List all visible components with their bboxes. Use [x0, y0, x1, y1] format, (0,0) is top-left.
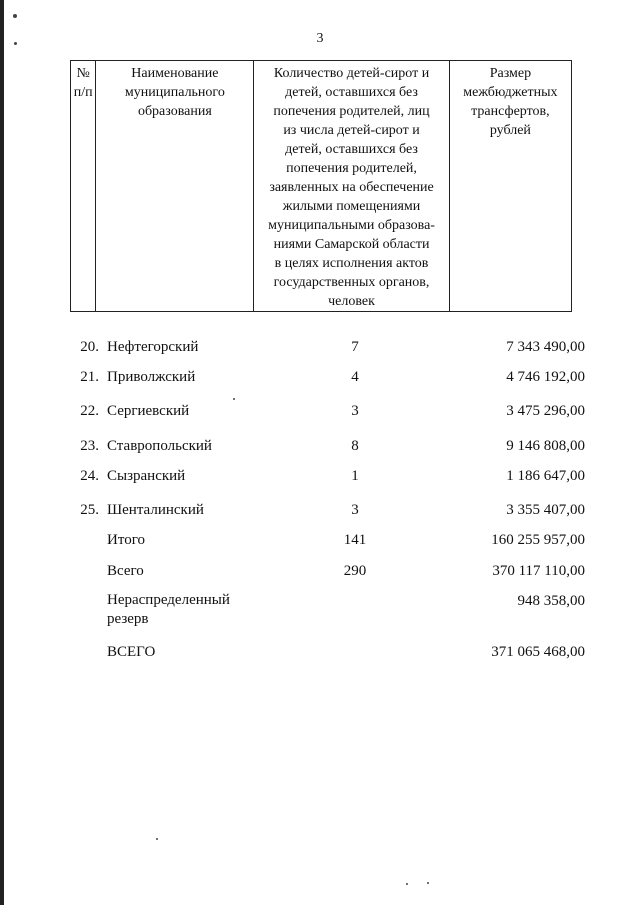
- row-amount: 3 475 296,00: [506, 403, 585, 419]
- row-amount: 9 146 808,00: [506, 438, 585, 454]
- itogo-row: [0, 530, 640, 552]
- row-count: 7: [351, 339, 359, 355]
- header-col-amount: [449, 61, 571, 312]
- table-row: [0, 401, 640, 423]
- grand-total-row: [0, 642, 640, 664]
- row-name: Шенталинский: [107, 502, 204, 518]
- table-row: [0, 500, 640, 522]
- row-number: 23.: [80, 438, 99, 454]
- row-number: 21.: [80, 369, 99, 385]
- scan-speck: [13, 14, 17, 18]
- vsego-label: Всего: [107, 563, 144, 579]
- row-name: Нефтегорский: [107, 339, 199, 355]
- row-amount: 1 186 647,00: [506, 468, 585, 484]
- header-col-count-label: Количество детей-сирот и детей, оставшихся без попечения родителей, лиц из числа детей-сирот и детей, оставшихся без попечения родителей, заявленных на обеспечение жилыми помещениями муниципальными образова- ниями Самарской области в целях исполнения актов государственных органов, человек: [268, 66, 435, 309]
- row-amount: 4 746 192,00: [506, 369, 585, 385]
- table-row: [0, 367, 640, 389]
- row-count: 1: [351, 468, 359, 484]
- row-number: 24.: [80, 468, 99, 484]
- vsego-amount: 370 117 110,00: [492, 563, 585, 579]
- row-name: Приволжский: [107, 369, 196, 385]
- table-row: [0, 466, 640, 488]
- header-col-name: [96, 61, 254, 312]
- table-header: [70, 60, 572, 312]
- row-name: Сергиевский: [107, 403, 190, 419]
- scan-speck: [427, 882, 429, 884]
- scan-speck: [406, 883, 408, 885]
- reserve-row: [0, 591, 640, 633]
- reserve-label: Нераспределенный резерв: [107, 592, 230, 627]
- row-name: Ставропольский: [107, 438, 212, 454]
- header-col-number: [71, 61, 96, 312]
- row-count: 3: [351, 502, 359, 518]
- itogo-label: Итого: [107, 532, 145, 548]
- page-number: 3: [316, 31, 324, 46]
- scan-speck: [156, 838, 158, 840]
- header-col-name-label: Наименование муниципального образования: [124, 66, 225, 119]
- row-count: 4: [351, 369, 359, 385]
- row-amount: 3 355 407,00: [506, 502, 585, 518]
- itogo-amount: 160 255 957,00: [491, 532, 585, 548]
- row-number: 20.: [80, 339, 99, 355]
- header-col-count: [254, 61, 450, 312]
- grand-total-amount: 371 065 468,00: [491, 644, 585, 660]
- header-col-amount-label: Размер межбюджетных трансфертов, рублей: [463, 66, 558, 138]
- row-number: 25.: [80, 502, 99, 518]
- grand-total-label: ВСЕГО: [107, 644, 156, 660]
- vsego-row: [0, 561, 640, 583]
- row-amount: 7 343 490,00: [506, 339, 585, 355]
- header-col-number-label: № п/п: [73, 66, 93, 100]
- table-row: [0, 436, 640, 458]
- scan-speck: [233, 398, 235, 400]
- row-count: 8: [351, 438, 359, 454]
- row-name: Сызранский: [107, 468, 186, 484]
- itogo-count: 141: [343, 532, 367, 548]
- vsego-count: 290: [343, 563, 367, 579]
- reserve-amount: 948 358,00: [517, 593, 585, 609]
- row-number: 22.: [80, 403, 99, 419]
- table-row: [0, 337, 640, 359]
- row-count: 3: [351, 403, 359, 419]
